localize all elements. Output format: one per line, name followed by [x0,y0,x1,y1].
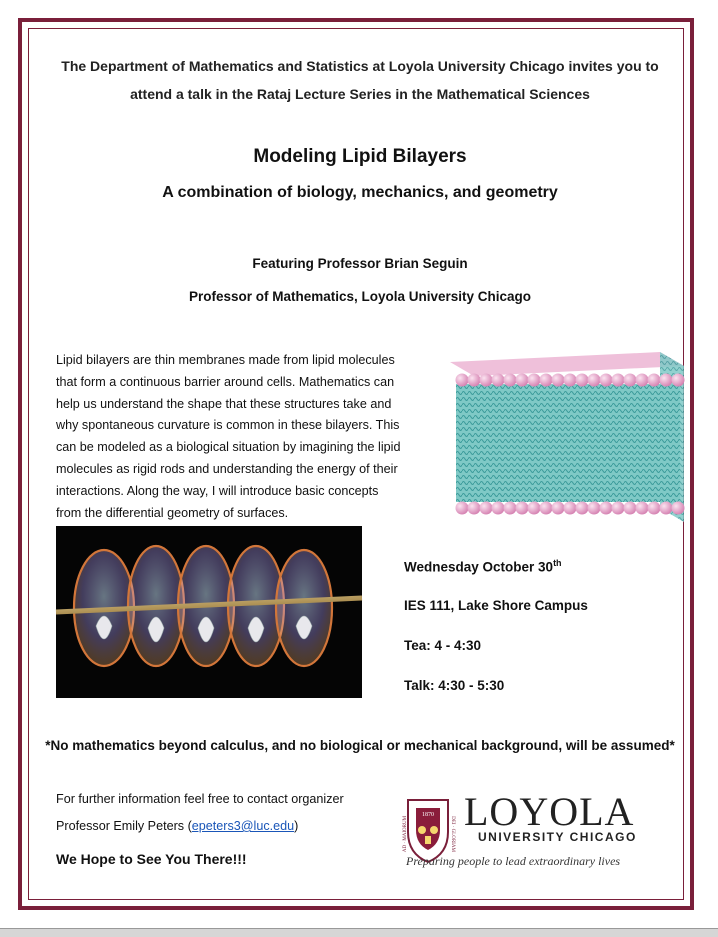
abstract-line: that form a continuous barrier around cells. Mathematics can [56,374,395,389]
event-talk-time: Talk: 4:30 - 5:30 [404,678,505,693]
lipid-head [480,502,493,515]
lipid-head [648,502,661,515]
lipid-head [456,374,469,387]
lipid-head [636,502,649,515]
abstract-line: from the differential geometry of surfaces. [56,505,289,520]
helix-sculpture-photo [56,526,362,698]
lipid-head [612,502,625,515]
organizer-prefix: Professor Emily Peters ( [56,819,192,833]
lipid-head [540,374,553,387]
event-details [404,558,684,718]
lipid-head [648,374,661,387]
lipid-head [492,374,505,387]
lipid-head [456,502,469,515]
event-date-text: Wednesday October 30 [404,559,554,575]
lipid-head [660,502,673,515]
event-date [404,558,684,598]
lipid-head [540,502,553,515]
loyola-logo [403,789,674,874]
intro-line-2: attend a talk in the Rataj Lecture Series in the Mathematical Sciences [130,86,590,102]
lipid-head [468,502,481,515]
lipid-head [480,374,493,387]
seal-year: 1870 [422,812,434,818]
organizer-email-link[interactable]: epeters3@luc.edu [191,819,295,833]
event-tea-time: Tea: 4 - 4:30 [404,638,482,653]
lipid-head [564,374,577,387]
lipid-head [576,374,589,387]
abstract-line: molecules as rigid rods and understanding the energy of their [56,461,398,476]
lipid-head [624,502,637,515]
organizer-suffix: ) [294,819,299,833]
lipid-bilayer-image [450,348,684,532]
lipid-head [504,374,517,387]
lipid-head [672,374,685,387]
date-suffix: th [553,558,562,568]
lipid-head [516,502,529,515]
event-location: IES 111, Lake Shore Campus [404,598,588,613]
lipid-head [504,502,517,515]
lipid-head [552,374,565,387]
intro-line-1: The Department of Mathematics and Statistics at Loyola University Chicago invites you to [61,58,659,74]
seal-right-text: DEI · GLORIAM [450,816,455,852]
lipid-head [468,374,481,387]
lipid-head [564,502,577,515]
lipid-head [588,374,601,387]
abstract-line: Lipid bilayers are thin membranes made from lipid molecules [56,353,395,367]
lipid-head [528,374,541,387]
lipid-head [516,374,529,387]
organizer-contact [56,819,396,833]
lipid-head [588,502,601,515]
prerequisite-note: *No mathematics beyond calculus, and no biological or mechanical background, will be assumed* [45,738,675,753]
lipid-head [576,502,589,515]
logo-name: LOYOLA [464,789,635,834]
logo-subtitle: UNIVERSITY CHICAGO [478,830,637,844]
lipid-head [660,374,673,387]
speaker-affiliation: Professor of Mathematics, Loyola University Chicago [188,289,532,304]
intro-text [40,52,680,108]
lipid-head [636,374,649,387]
closing-line: We Hope to See You There!!! [56,851,247,867]
contact-line: For further information feel free to contact organizer [56,792,344,806]
abstract-line: can be modeled as a biological situation by imagining the lipid [56,440,401,455]
lipid-head [552,502,565,515]
lipid-head [528,502,541,515]
lipid-head [600,374,613,387]
abstract-line: interactions. Along the way, I will introduce basic concepts [56,483,379,498]
lipid-head [600,502,613,515]
abstract-line: why spontaneous curvature is common in these bilayers. This [56,418,400,433]
page-bottom-edge [0,928,718,937]
lipid-head [612,374,625,387]
lipid-head [624,374,637,387]
seal-left-text: AD · MAIORUM [403,815,408,853]
helix-sculpture-drawing [56,526,362,698]
talk-title: Modeling Lipid Bilayers [253,146,467,167]
abstract-line: help us understand the shape that these structures take and [56,396,392,411]
lipid-head [672,502,685,515]
talk-subtitle: A combination of biology, mechanics, and geometry [162,184,558,201]
speaker-name: Featuring Professor Brian Seguin [252,256,468,271]
logo-tagline: Preparing people to lead extraordinary lives [406,854,621,868]
lipid-head [492,502,505,515]
abstract [56,350,436,524]
